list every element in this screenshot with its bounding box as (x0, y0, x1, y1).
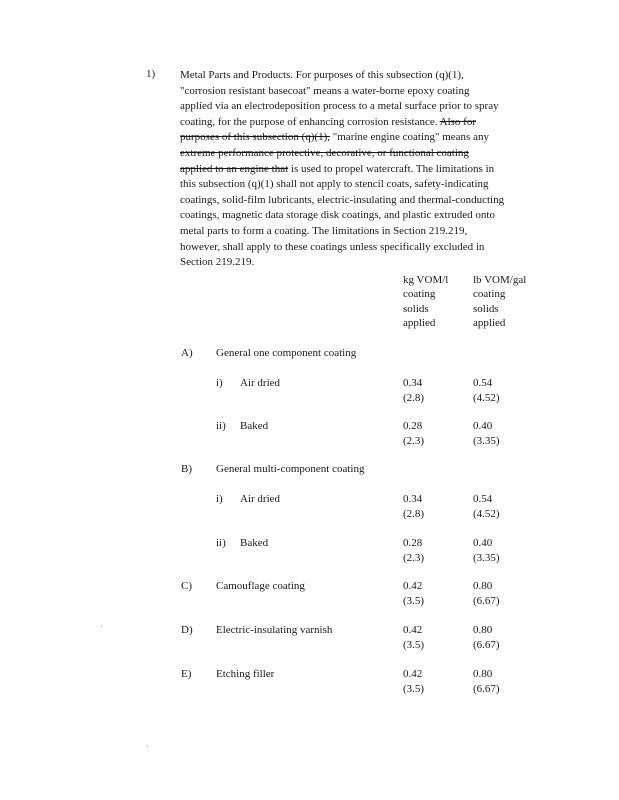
column-header-line: applied (403, 317, 436, 330)
paragraph-line: coating, for the purpose of enhancing corrosion resistance. Also for (180, 115, 476, 128)
value: 0.34 (403, 493, 423, 505)
row-text: Camouflage coating (216, 580, 305, 592)
value: (6.67) (473, 595, 500, 607)
column-header-line: kg VOM/l (403, 274, 449, 286)
row-label: A) (181, 347, 193, 359)
paragraph-line-struck: extreme performance protective, decorative, or functional coating (180, 146, 469, 159)
value-lb (473, 419, 500, 449)
value-kg (403, 667, 424, 697)
value-lb (473, 623, 500, 653)
value: 0.42 (403, 668, 423, 680)
value: 0.54 (473, 493, 493, 505)
paragraph-line: Metal Parts and Products. For purposes of this subsection (q)(1), (180, 69, 464, 81)
row-text: General one component coating (216, 347, 357, 359)
value: (3.35) (473, 435, 500, 447)
row-label: ii) (216, 420, 226, 432)
paragraph-line: this subsection (q)(1) shall not apply to stencil coats, safety-indicating (180, 178, 489, 191)
column-header-kg (403, 273, 448, 331)
row-label: E) (181, 668, 192, 680)
scan-speck: · (100, 622, 103, 631)
value: 0.40 (473, 537, 493, 549)
value-kg (403, 623, 424, 653)
row-text: Baked (240, 537, 269, 549)
value: (6.67) (473, 639, 500, 651)
value-kg (403, 492, 424, 522)
value: 0.80 (473, 580, 493, 592)
scan-speck: · (146, 742, 149, 751)
value-lb (473, 492, 500, 522)
value: 0.28 (403, 537, 423, 549)
column-header-lb (473, 273, 526, 331)
paragraph-line: however, shall apply to these coatings unless specifically excluded in (180, 240, 485, 253)
value: (3.5) (403, 595, 425, 607)
value: (2.8) (403, 392, 425, 404)
value: (2.8) (403, 508, 425, 520)
row-label: C) (181, 580, 192, 592)
value-kg (403, 536, 424, 566)
value: (3.5) (403, 683, 425, 695)
row-text: Etching filler (216, 668, 275, 680)
paragraph-line: "corrosion resistant basecoat" means a water-borne epoxy coating (180, 84, 470, 97)
value: 0.80 (473, 624, 493, 636)
paragraph-line: coatings, solid-film lubricants, electric-insulating and thermal-conducting (180, 193, 505, 206)
value: (2.3) (403, 435, 425, 447)
value-kg (403, 419, 424, 449)
value: 0.40 (473, 420, 493, 432)
value: 0.34 (403, 377, 423, 389)
item-number: 1) (146, 68, 156, 80)
column-header-line: coating (403, 288, 436, 301)
row-text: Baked (240, 420, 269, 432)
column-header-line: solids (403, 302, 429, 315)
paragraph-line: metal parts to form a coating. The limitations in Section 219.219, (180, 224, 468, 237)
value: (6.67) (473, 683, 500, 695)
row-label: D) (181, 624, 193, 636)
row-label: i) (216, 493, 223, 505)
paragraph-line: applied via an electrodeposition process to a metal surface prior to spray (180, 100, 499, 113)
row-text: General multi-component coating (216, 463, 365, 475)
value: 0.42 (403, 580, 423, 592)
row-label: B) (181, 463, 192, 475)
value: 0.42 (403, 624, 423, 636)
value-kg (403, 376, 424, 406)
value-lb (473, 667, 500, 697)
column-header-line: lb VOM/gal (473, 274, 527, 286)
value: 0.54 (473, 377, 493, 389)
row-text: Air dried (240, 377, 281, 389)
value: 0.28 (403, 420, 423, 432)
definition-paragraph (180, 68, 552, 271)
value: 0.80 (473, 668, 493, 680)
paragraph-line: coatings, magnetic data storage disk coatings, and plastic extruded onto (180, 209, 495, 222)
value: (3.35) (473, 552, 500, 564)
value-lb (473, 536, 500, 566)
paragraph-line: purposes of this subsection (q)(1), "marine engine coating" means any (180, 131, 489, 144)
value: (3.5) (403, 639, 425, 651)
value-kg (403, 579, 424, 609)
row-label: ii) (216, 537, 226, 549)
value-lb (473, 579, 500, 609)
column-header-line: applied (473, 317, 506, 330)
column-header-line: coating (473, 288, 506, 301)
row-text: Electric-insulating varnish (216, 624, 333, 636)
row-label: i) (216, 377, 223, 389)
column-header-line: solids (473, 302, 499, 315)
paragraph-line: applied to an engine that is used to propel watercraft. The limitations in (180, 162, 495, 175)
paragraph-line: Section 219.219. (180, 256, 255, 269)
value: (4.52) (473, 392, 500, 404)
value-lb (473, 376, 500, 406)
row-text: Air dried (240, 493, 281, 505)
value: (2.3) (403, 552, 425, 564)
value: (4.52) (473, 508, 500, 520)
